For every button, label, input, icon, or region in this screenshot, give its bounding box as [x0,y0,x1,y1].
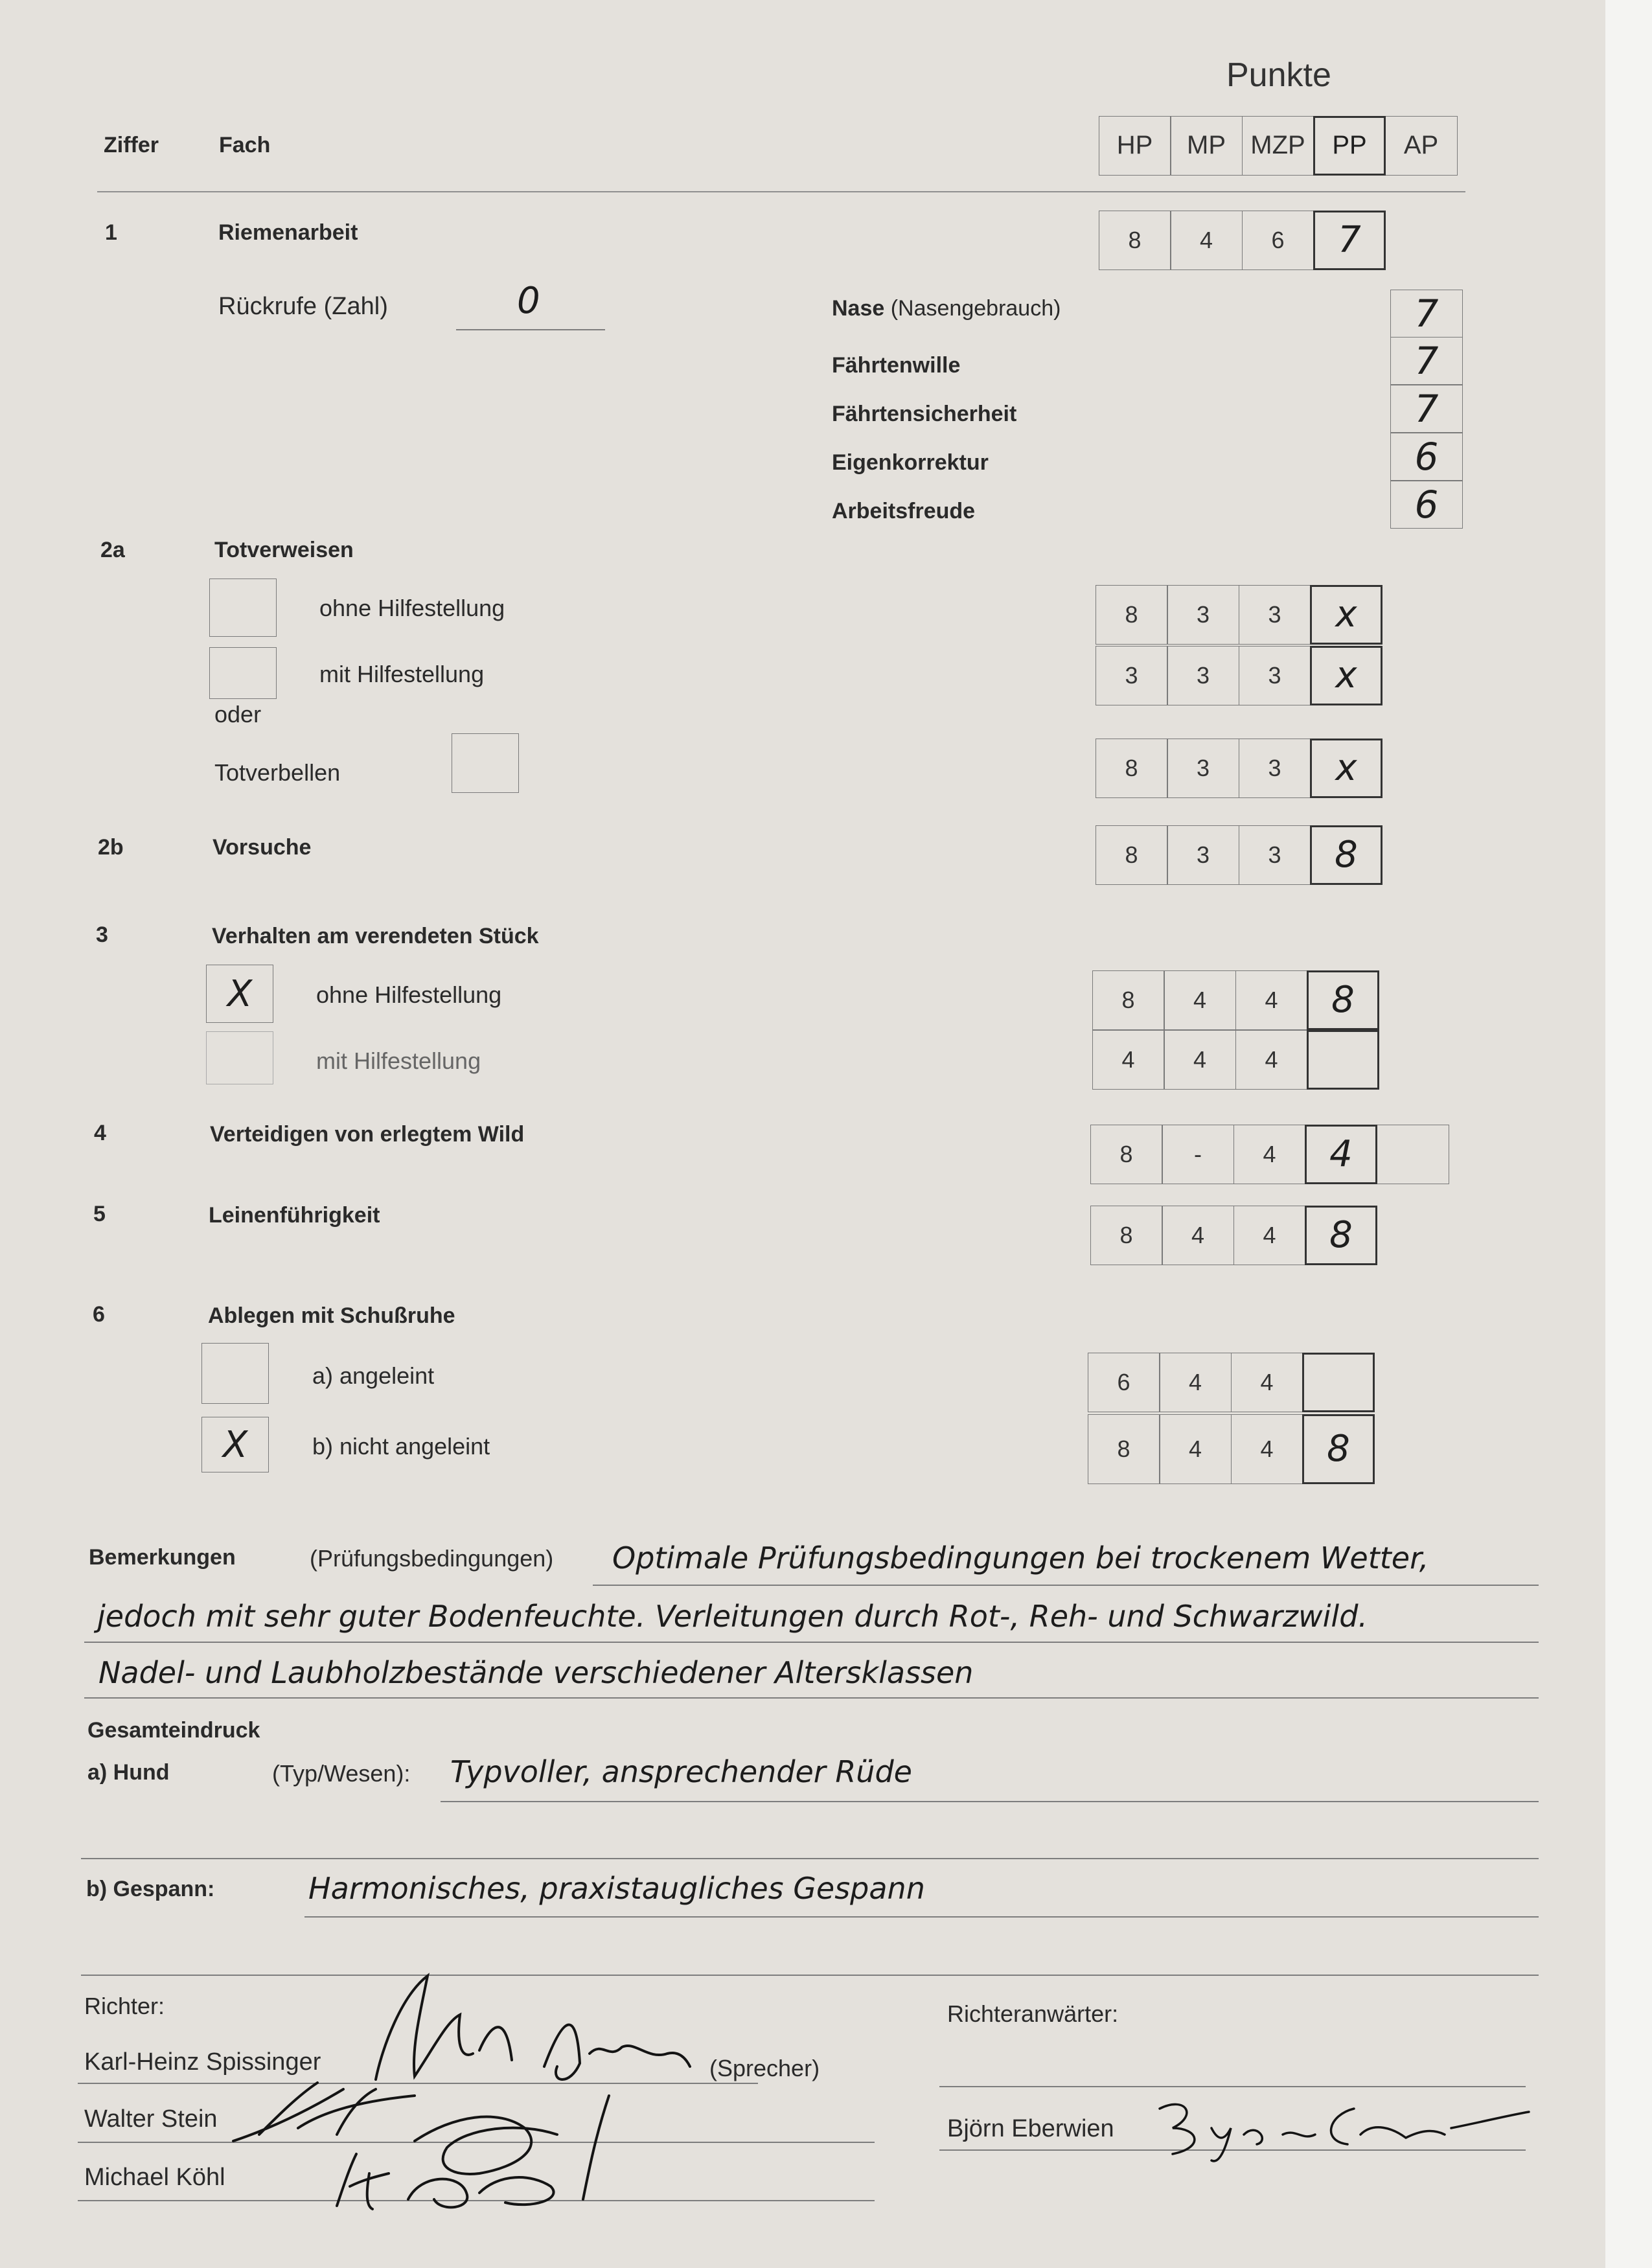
s6-r1-mzp: 4 [1231,1353,1303,1412]
s3-r2-hp: 4 [1092,1030,1165,1090]
s2a-ohne-checkbox[interactable] [209,578,277,637]
s2a-r1-pp: x [1310,585,1382,645]
s5-number: 5 [93,1202,106,1226]
arbeitsfreude-label: Arbeitsfreude [832,499,976,523]
s2a-r2-hp: 3 [1096,646,1168,705]
s4-mzp: 4 [1233,1125,1306,1184]
faehrtensicherheit-score: 7 [1390,385,1463,433]
eigenkorrektur-label: Eigenkorrektur [832,450,989,475]
remarks-line-3: Nadel- und Laubholzbestände verschiedener Altersklassen [98,1655,974,1690]
judge-2: Walter Stein [84,2105,218,2133]
s5-mp: 4 [1162,1206,1234,1265]
signature-koehl [311,2148,583,2219]
remarks-line-1: Optimale Prüfungsbedingungen bei trockenem Wetter, [612,1541,1429,1575]
s6-r2-hp: 8 [1088,1414,1160,1484]
faehrtenwille-score: 7 [1390,337,1463,385]
s1-mzp: 6 [1242,211,1314,270]
s2a-score-row-2 [1096,647,1382,705]
s1-mp: 4 [1170,211,1243,270]
header-divider [97,191,1465,192]
s2a-oder: oder [214,701,262,727]
s4-hp: 8 [1090,1125,1163,1184]
gespann-value: Harmonisches, praxistaugliches Gespann [308,1871,925,1906]
s3-ohne-checkbox[interactable]: X [206,965,273,1023]
col-mp: MP [1170,116,1243,176]
s6-a-checkbox[interactable] [201,1343,269,1404]
remarks-rule-1 [593,1585,1539,1586]
s3-r1-mp: 4 [1164,970,1236,1030]
s4-score-row [1091,1125,1449,1184]
judge-3: Michael Köhl [84,2164,225,2191]
s3-r1-mzp: 4 [1235,970,1308,1030]
s5-pp: 8 [1305,1206,1377,1265]
s4-ap [1377,1125,1449,1184]
s6-score-row-1 [1088,1353,1375,1412]
rueckrufe-label: Rückrufe (Zahl) [218,293,388,320]
s3-r2-mp: 4 [1164,1030,1236,1090]
remarks-rule-3 [84,1697,1539,1699]
totverbellen-label: Totverbellen [214,759,341,786]
fach-heading: Fach [219,133,271,157]
s2b-pp: 8 [1310,825,1382,885]
s2b-title: Vorsuche [212,835,312,860]
signature-eberwien [1147,2089,1535,2167]
trainee-label: Richteranwärter: [947,2000,1119,2027]
s6-r2-mzp: 4 [1231,1414,1303,1484]
paper-edge [1605,0,1652,2268]
s6-score-row-2 [1088,1415,1375,1484]
s6-r2-mp: 4 [1159,1414,1232,1484]
s2b-hp: 8 [1096,825,1168,885]
s2a-r3-hp: 8 [1096,739,1168,798]
eigenkorrektur-score: 6 [1390,433,1463,481]
s4-number: 4 [94,1121,106,1145]
hund-rule [441,1801,1539,1802]
s3-ohne-label: ohne Hilfestellung [316,981,502,1008]
s2b-score-row [1096,826,1382,885]
s2a-r2-mp: 3 [1167,646,1239,705]
s5-title: Leinenführigkeit [209,1203,380,1228]
s6-r1-pp [1302,1353,1375,1412]
remarks-label: Bemerkungen [89,1545,236,1570]
trainee-rule-1 [939,2086,1526,2087]
s3-title: Verhalten am verendeten Stück [212,924,539,948]
gespann-label: b) Gespann: [86,1877,215,1901]
s5-hp: 8 [1090,1206,1163,1265]
s6-r2-pp: 8 [1302,1414,1375,1484]
remarks-line-2: jedoch mit sehr guter Bodenfeuchte. Verleitungen durch Rot-, Reh- und Schwarzwild. [97,1599,1368,1634]
s2a-score-row-3 [1096,739,1382,798]
judge-1: Karl-Heinz Spissinger [84,2048,321,2076]
s2a-ohne-label: ohne Hilfestellung [319,595,505,621]
s2a-r3-mp: 3 [1167,739,1239,798]
ziffer-heading: Ziffer [104,133,159,157]
s2a-r3-mzp: 3 [1239,739,1311,798]
nase-score: 7 [1390,290,1463,338]
s2a-score-row-1 [1096,586,1382,645]
col-hp: HP [1099,116,1171,176]
s2a-r2-mzp: 3 [1239,646,1311,705]
points-header-row [1099,117,1458,176]
rueckrufe-line [456,329,605,330]
s4-mp: - [1162,1125,1234,1184]
trainee-name: Björn Eberwien [947,2115,1114,2142]
hund-rule-2 [81,1858,1539,1859]
s6-r1-mp: 4 [1159,1353,1232,1412]
s2a-r1-hp: 8 [1096,585,1168,645]
s2b-mp: 3 [1167,825,1239,885]
col-mzp: MZP [1242,116,1314,176]
s4-title: Verteidigen von erlegtem Wild [210,1122,525,1147]
s3-mit-checkbox[interactable] [206,1031,273,1084]
s5-score-row [1091,1206,1377,1265]
nase-label: Nase (Nasengebrauch) [832,296,1061,321]
s2a-title: Totverweisen [214,538,354,562]
s6-b-checkbox[interactable]: X [201,1417,269,1472]
remarks-sub: (Prüfungsbedingungen) [310,1545,554,1572]
s2a-r1-mp: 3 [1167,585,1239,645]
arbeitsfreude-score: 6 [1390,481,1463,529]
punkte-heading: Punkte [1226,56,1331,94]
gespann-rule-2 [81,1975,1539,1976]
s1-pp: 7 [1313,211,1386,270]
s4-pp: 4 [1305,1125,1377,1184]
s1-hp: 8 [1099,211,1171,270]
faehrtensicherheit-label: Fährtensicherheit [832,402,1017,426]
remarks-rule-2 [84,1642,1539,1643]
s6-a-label: a) angeleint [312,1362,435,1389]
s3-score-row-2 [1093,1031,1379,1090]
s2a-mit-checkbox[interactable] [209,647,277,699]
s2a-r3-pp: x [1310,739,1382,798]
s6-title: Ablegen mit Schußruhe [208,1303,455,1328]
totverbellen-checkbox[interactable] [452,733,519,793]
s6-b-label: b) nicht angeleint [312,1433,490,1460]
hund-value: Typvoller, ansprechender Rüde [450,1754,912,1789]
hund-label: a) Hund [87,1760,170,1785]
s2b-mzp: 3 [1239,825,1311,885]
faehrtenwille-label: Fährtenwille [832,353,961,378]
rueckrufe-value: 0 [517,280,540,322]
s1-title: Riemenarbeit [218,220,358,245]
s3-r2-mzp: 4 [1235,1030,1308,1090]
s1-score-row [1099,211,1386,270]
sprecher-label: (Sprecher) [709,2055,820,2081]
s3-r2-pp [1307,1030,1379,1090]
s3-r1-pp: 8 [1307,970,1379,1030]
gespann-rule [304,1916,1539,1918]
s2a-number: 2a [100,538,125,562]
overall-label: Gesamteindruck [87,1718,260,1743]
judges-label: Richter: [84,1993,165,2019]
col-pp: PP [1313,116,1386,176]
s2a-mit-label: mit Hilfestellung [319,661,485,687]
s3-r1-hp: 8 [1092,970,1165,1030]
s2a-r1-mzp: 3 [1239,585,1311,645]
s2a-r2-pp: x [1310,646,1382,705]
s2b-number: 2b [98,835,124,860]
s3-mit-label: mit Hilfestellung [316,1048,481,1074]
s3-number: 3 [96,922,108,947]
s1-number: 1 [105,220,117,245]
s6-number: 6 [93,1302,105,1327]
s6-r1-hp: 6 [1088,1353,1160,1412]
hund-sub: (Typ/Wesen): [272,1760,411,1787]
s5-mzp: 4 [1233,1206,1306,1265]
s3-score-row-1 [1093,971,1379,1030]
col-ap: AP [1385,116,1458,176]
